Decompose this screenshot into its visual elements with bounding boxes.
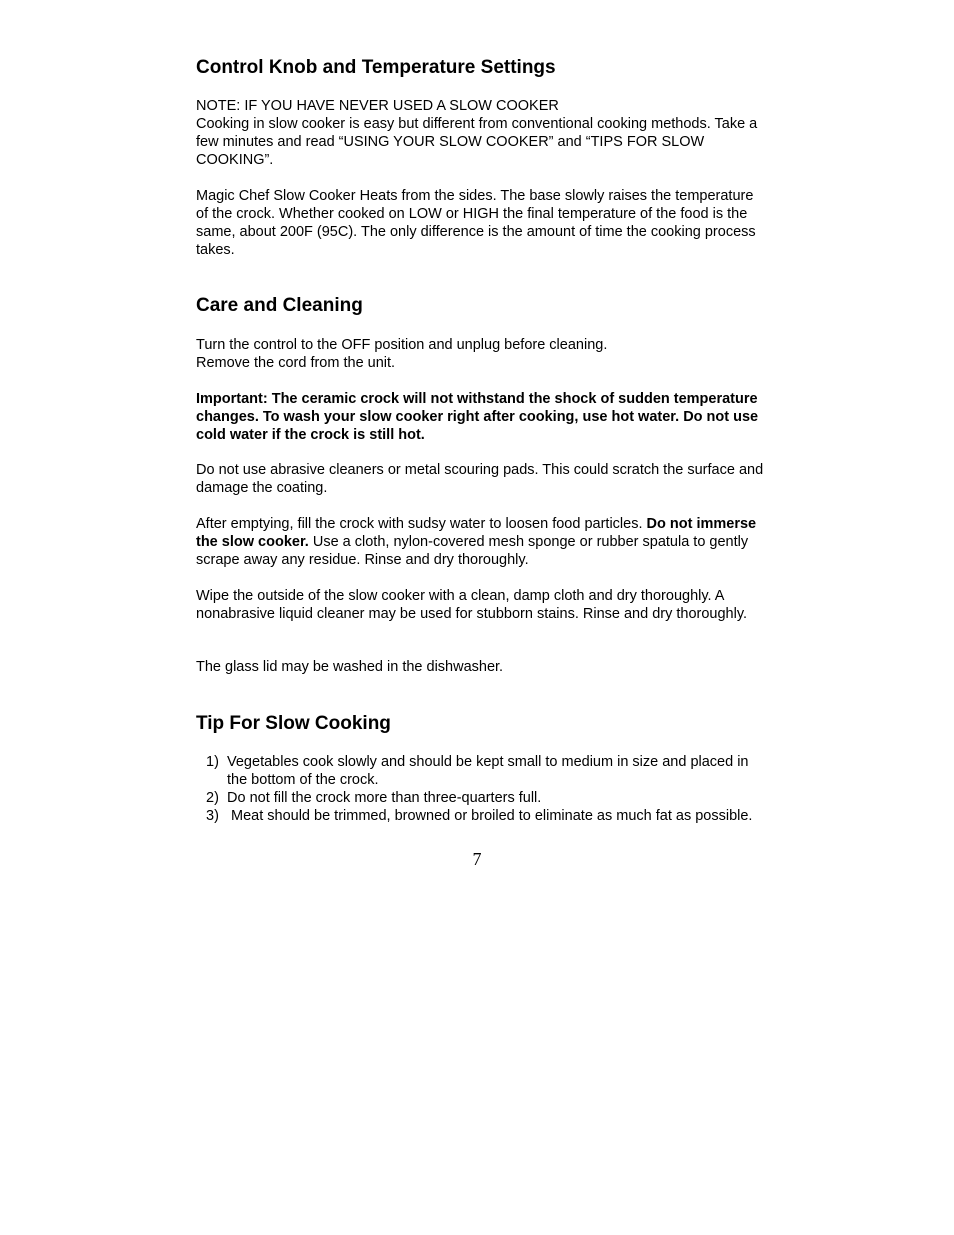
section-heading-tip-slow-cooking: Tip For Slow Cooking bbox=[196, 713, 391, 734]
heats-paragraph: Magic Chef Slow Cooker Heats from the sides. The base slowly raises the temperature of the crock. Whether cooked on LOW or HIGH the final temperature of the food is the same, about 200F (95C). The only difference is the amount of time the cooking process takes. bbox=[196, 188, 756, 258]
list-item-text: Meat should be trimmed, browned or broiled to eliminate as much fat as possible. bbox=[231, 808, 753, 824]
tips-list bbox=[206, 753, 766, 825]
list-item-number: 3) bbox=[206, 808, 219, 824]
important-warning: Important: The ceramic crock will not withstand the shock of sudden temperature changes. To wash your slow cooker right after cooking, use hot water. Do not use cold water if the crock is still hot. bbox=[196, 391, 759, 443]
list-item-number: 1) bbox=[206, 754, 219, 770]
turn-off-line: Turn the control to the OFF position and unplug before cleaning. bbox=[196, 337, 608, 353]
emptying-text-start: After emptying, fill the crock with sudsy water to loosen food particles. bbox=[196, 516, 647, 532]
section-heading-care-cleaning: Care and Cleaning bbox=[196, 295, 363, 316]
emptying-warning: Do not immerse the slow cooker. bbox=[196, 516, 757, 550]
glass-lid-paragraph: The glass lid may be washed in the dishwasher. bbox=[196, 659, 504, 675]
emptying-paragraph bbox=[196, 515, 766, 569]
list-item bbox=[206, 753, 766, 789]
list-item bbox=[206, 807, 766, 825]
abrasive-paragraph: Do not use abrasive cleaners or metal scouring pads. This could scratch the surface and damage the coating. bbox=[196, 462, 764, 496]
list-item-text: Do not fill the crock more than three-quarters full. bbox=[227, 790, 542, 806]
wipe-paragraph: Wipe the outside of the slow cooker with a clean, damp cloth and dry thoroughly. A nonabrasive liquid cleaner may be used for stubborn stains. Rinse and dry thoroughly. bbox=[196, 588, 748, 622]
note-paragraph bbox=[196, 97, 766, 169]
list-item bbox=[206, 789, 766, 807]
note-body: Cooking in slow cooker is easy but different from conventional cooking methods. Take a few minutes and read “USING YOUR SLOW COOKER” and “TIPS FOR SLOW COOKING”. bbox=[196, 116, 758, 168]
section-heading-control-knob: Control Knob and Temperature Settings bbox=[196, 57, 556, 78]
emptying-text-end: Use a cloth, nylon-covered mesh sponge or rubber spatula to gently scrape away any residue. Rinse and dry thoroughly. bbox=[196, 534, 749, 568]
remove-cord-line: Remove the cord from the unit. bbox=[196, 355, 396, 371]
list-item-number: 2) bbox=[206, 790, 219, 806]
note-line: NOTE: IF YOU HAVE NEVER USED A SLOW COOKER bbox=[196, 98, 559, 114]
page-number: 7 bbox=[472, 849, 482, 869]
list-item-text: Vegetables cook slowly and should be kept small to medium in size and placed in the bottom of the crock. bbox=[227, 754, 749, 788]
turn-off-paragraph bbox=[196, 336, 766, 372]
